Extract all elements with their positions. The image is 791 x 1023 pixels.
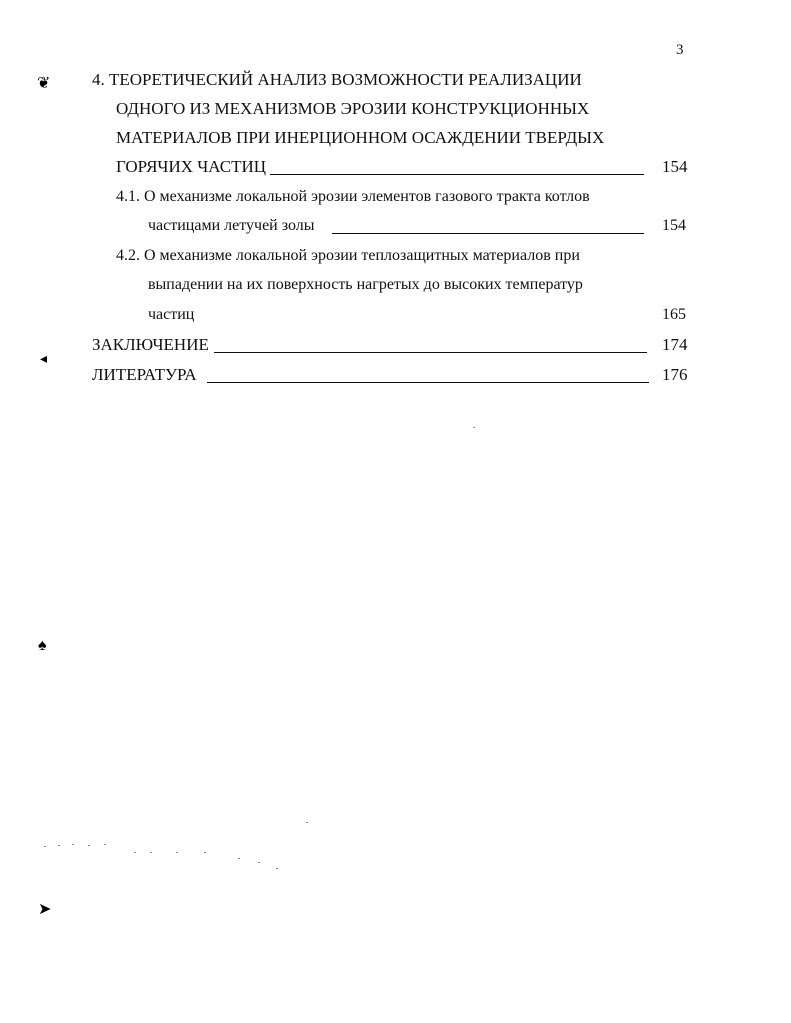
toc-leader-line: [207, 382, 649, 383]
toc-entry-conclusion: [0, 335, 791, 355]
toc-section-4-1-page: 154: [662, 217, 686, 234]
scan-speck: [134, 852, 136, 853]
scan-speck: [72, 844, 74, 845]
toc-section-4-2-last-line: [0, 305, 791, 325]
toc-conclusion-page: 174: [662, 335, 688, 354]
toc-section-4-2-page: 165: [662, 306, 686, 323]
toc-entry-literature: [0, 365, 791, 385]
toc-leader-line: [214, 352, 647, 353]
toc-chapter-4-page: 154: [662, 157, 688, 176]
toc-chapter-4-line-1: 4. ТЕОРЕТИЧЕСКИЙ АНАЛИЗ ВОЗМОЖНОСТИ РЕАЛИЗАЦИИ: [92, 70, 582, 89]
scan-mark: ➤: [38, 901, 52, 918]
scan-speck: [44, 846, 46, 847]
toc-section-4-2-line-3: частиц: [148, 306, 195, 323]
scan-speck: [276, 868, 278, 869]
scan-speck: [238, 858, 240, 859]
scan-speck: [104, 844, 106, 845]
toc-section-4-2-line-1: 4.2. О механизме локальной эрозии теплозащитных материалов при: [116, 247, 580, 264]
toc-chapter-4-line-4: ГОРЯЧИХ ЧАСТИЦ: [116, 157, 267, 176]
toc-literature-page: 176: [662, 365, 688, 384]
scan-speck: [58, 845, 60, 846]
toc-section-4-2-line-2: выпадении на их поверхность нагретых до высоких температур: [148, 276, 583, 293]
toc-literature-label: ЛИТЕРАТУРА: [92, 365, 197, 384]
page-number: 3: [676, 42, 684, 58]
toc-conclusion-label: ЗАКЛЮЧЕНИЕ: [92, 335, 209, 354]
scan-mark: ◂: [40, 352, 48, 367]
toc-section-4-1-line-1: 4.1. О механизме локальной эрозии элементов газового тракта котлов: [116, 188, 590, 205]
scan-speck: [88, 845, 90, 846]
scan-mark: ❦: [37, 75, 51, 92]
scan-speck: [306, 822, 308, 823]
scan-mark: ♠: [38, 637, 47, 654]
toc-chapter-4-line-2: ОДНОГО ИЗ МЕХАНИЗМОВ ЭРОЗИИ КОНСТРУКЦИОННЫХ: [116, 99, 590, 118]
toc-section-4-1-line-2: частицами летучей золы: [148, 217, 315, 234]
toc-leader-line: [270, 174, 644, 175]
toc-section-4-1-last-line: [0, 216, 791, 236]
scan-speck: [258, 862, 260, 863]
toc-chapter-4-line-3: МАТЕРИАЛОВ ПРИ ИНЕРЦИОННОМ ОСАЖДЕНИИ ТВЕРДЫХ: [116, 128, 605, 147]
scan-speck: [473, 427, 475, 428]
scan-speck: [150, 852, 152, 853]
toc-chapter-4-last-line: [0, 157, 791, 177]
scan-speck: [204, 852, 206, 853]
toc-leader-line: [332, 233, 644, 234]
scan-speck: [176, 852, 178, 853]
